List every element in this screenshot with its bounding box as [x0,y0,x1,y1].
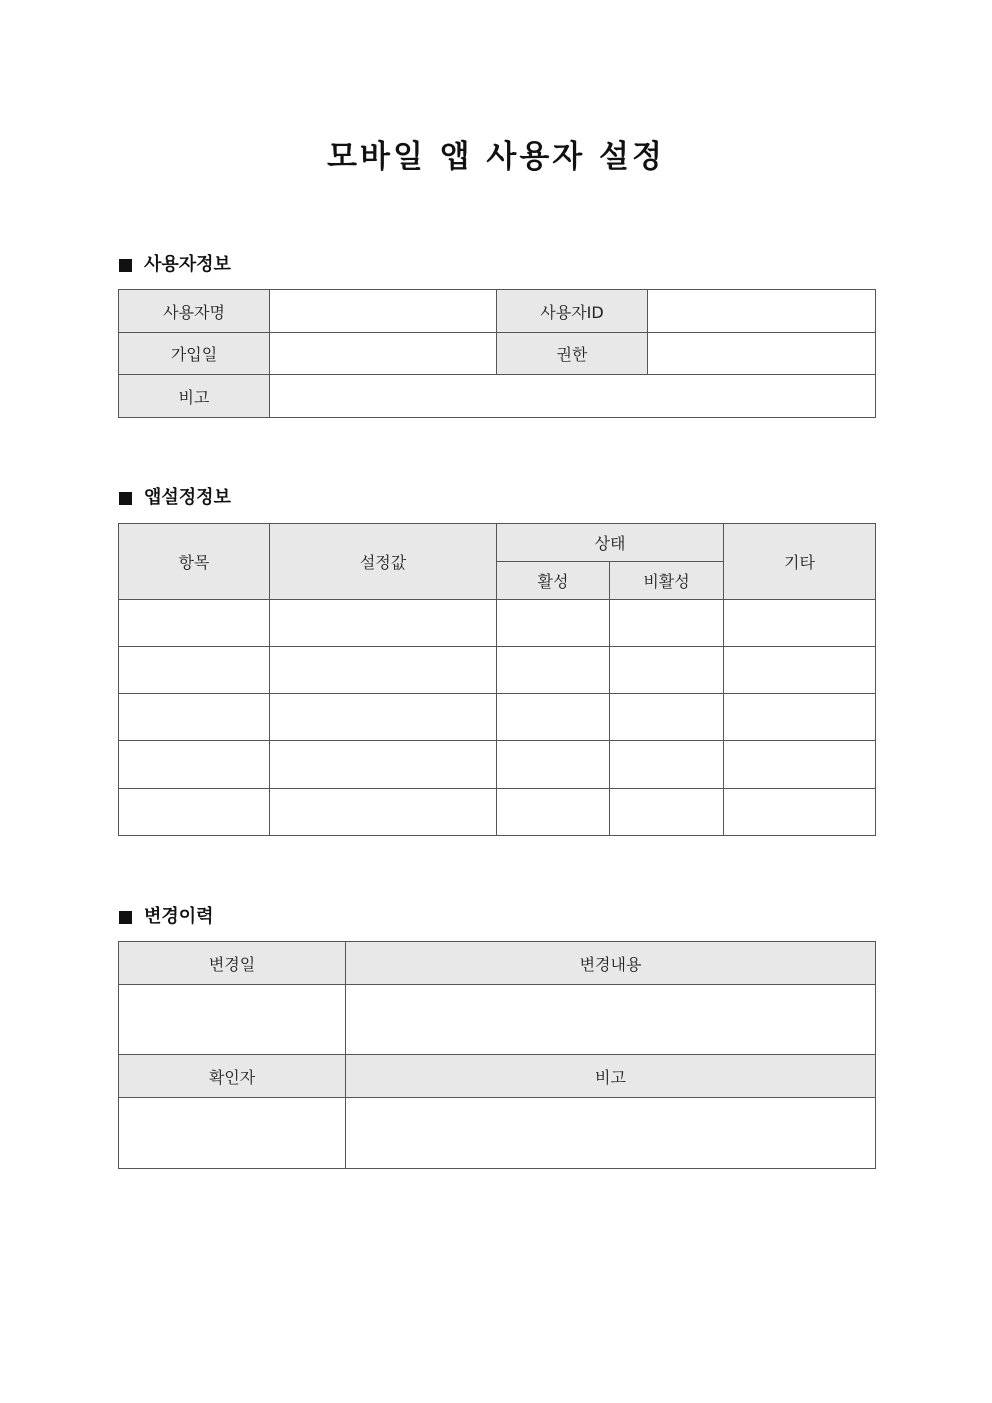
etc-cell[interactable] [724,647,876,694]
col-header-etc: 기타 [724,524,876,600]
section-heading-label: 변경이력 [144,906,214,927]
inactive-cell[interactable] [610,789,724,836]
user-name-label: 사용자명 [119,290,270,333]
change-date-field[interactable] [119,985,346,1055]
user-name-field[interactable] [270,290,497,333]
square-bullet-icon [119,492,132,505]
inactive-cell[interactable] [610,647,724,694]
value-cell[interactable] [270,600,497,647]
table-row [119,375,876,418]
change-content-field[interactable] [346,985,876,1055]
active-cell[interactable] [497,647,610,694]
etc-cell[interactable] [724,789,876,836]
confirmer-label: 확인자 [119,1055,346,1098]
app-settings-table [118,523,876,836]
item-cell[interactable] [119,647,270,694]
col-header-value: 설정값 [270,524,497,600]
etc-cell[interactable] [724,600,876,647]
table-row [119,333,876,375]
table-row [119,1098,876,1169]
section-heading-change-history [119,906,214,928]
table-row [119,985,876,1055]
value-cell[interactable] [270,741,497,789]
user-info-table [118,289,876,418]
table-row [119,290,876,333]
value-cell[interactable] [270,789,497,836]
user-id-field[interactable] [648,290,876,333]
change-date-label: 변경일 [119,942,346,985]
user-note-label: 비고 [119,375,270,418]
join-date-label: 가입일 [119,333,270,375]
col-header-inactive: 비활성 [610,562,724,600]
col-header-active: 활성 [497,562,610,600]
table-header-row [119,1055,876,1098]
value-cell[interactable] [270,694,497,741]
table-row [119,647,876,694]
inactive-cell[interactable] [610,694,724,741]
section-heading-user-info [119,254,231,276]
change-history-table [118,941,876,1169]
inactive-cell[interactable] [610,600,724,647]
active-cell[interactable] [497,789,610,836]
item-cell[interactable] [119,741,270,789]
history-note-label: 비고 [346,1055,876,1098]
user-id-label: 사용자ID [497,290,648,333]
item-cell[interactable] [119,600,270,647]
inactive-cell[interactable] [610,741,724,789]
item-cell[interactable] [119,694,270,741]
section-heading-label: 사용자정보 [144,254,231,275]
confirmer-field[interactable] [119,1098,346,1169]
item-cell[interactable] [119,789,270,836]
active-cell[interactable] [497,741,610,789]
table-header-row [119,942,876,985]
table-row [119,600,876,647]
etc-cell[interactable] [724,694,876,741]
table-row [119,694,876,741]
section-heading-app-settings [119,487,231,509]
permission-field[interactable] [648,333,876,375]
value-cell[interactable] [270,647,497,694]
etc-cell[interactable] [724,741,876,789]
square-bullet-icon [119,911,132,924]
history-note-field[interactable] [346,1098,876,1169]
table-row [119,789,876,836]
col-header-item: 항목 [119,524,270,600]
join-date-field[interactable] [270,333,497,375]
page-title: 모바일 앱 사용자 설정 [327,139,665,175]
active-cell[interactable] [497,600,610,647]
col-header-status: 상태 [497,524,724,562]
permission-label: 권한 [497,333,648,375]
table-row [119,741,876,789]
table-header-row [119,524,876,562]
user-note-field[interactable] [270,375,876,418]
square-bullet-icon [119,259,132,272]
section-heading-label: 앱설정정보 [144,487,231,508]
change-content-label: 변경내용 [346,942,876,985]
active-cell[interactable] [497,694,610,741]
